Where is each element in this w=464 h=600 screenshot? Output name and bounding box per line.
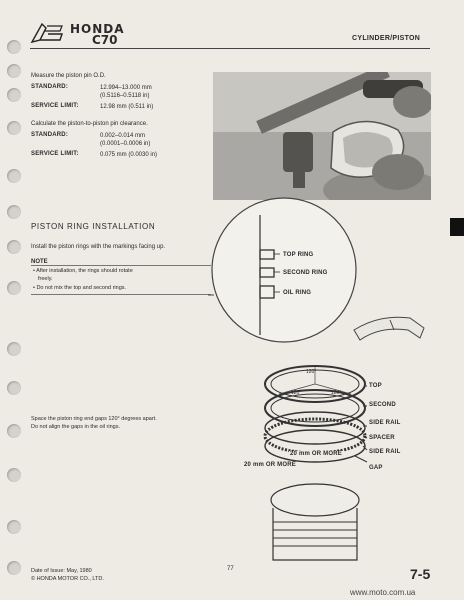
ring-label-side-rail: SIDE RAIL (369, 449, 401, 455)
note-rule (31, 265, 211, 266)
issue-date: Date of Issue: May, 1980 (31, 568, 92, 574)
binder-hole (7, 40, 21, 54)
ring-label-second: SECOND (369, 402, 396, 408)
binder-hole (7, 240, 21, 254)
note-rule (31, 294, 211, 295)
ring-label-side-rail: SIDE RAIL (369, 420, 401, 426)
model-name: C70 (92, 33, 118, 47)
inset-label-top-ring: TOP RING (283, 252, 314, 258)
micrometer-photo (213, 72, 431, 200)
ring-instruction: Install the piston rings with the markings facing up. (31, 244, 166, 250)
binder-hole (7, 88, 21, 102)
service-limit-label: SERVICE LIMIT: (31, 151, 79, 157)
angle-label: 120° (291, 390, 302, 396)
binder-hole (7, 121, 21, 135)
binder-hole (7, 169, 21, 183)
standard-label: STANDARD: (31, 84, 69, 90)
binder-hole (7, 281, 21, 295)
binder-hole (7, 561, 21, 575)
gap-instruction: Do not align the gaps in the oil rings. (31, 424, 120, 430)
clearance-intro: Calculate the piston-to-piston pin clearance. (31, 121, 148, 127)
ring-label-top: TOP (369, 383, 382, 389)
honda-wing-logo-icon (30, 20, 64, 46)
ring-label-gap: GAP (369, 465, 383, 471)
inset-label-second-ring: SECOND RING (283, 270, 328, 276)
standard-value-inch: (0.0001–0.0006 in) (100, 141, 151, 147)
page-number: 7-5 (410, 566, 431, 582)
binder-hole (7, 468, 21, 482)
binder-hole (7, 381, 21, 395)
standard-value: 0.002–0.014 mm (100, 133, 146, 139)
angle-label: 120° (306, 369, 317, 375)
note-line: • After installation, the rings should rotate (33, 268, 133, 274)
service-limit-value: 0.075 mm (0.0030 in) (100, 152, 158, 158)
standard-value-inch: (0.5116–0.5118 in) (100, 93, 150, 99)
standard-label: STANDARD: (31, 132, 69, 138)
ring-label-spacer: SPACER (369, 435, 395, 441)
section-title: CYLINDER/PISTON (352, 35, 421, 42)
distance-label: 20 mm OR MORE (290, 451, 342, 457)
binder-hole (7, 342, 21, 356)
binder-hole (7, 64, 21, 78)
service-limit-label: SERVICE LIMIT: (31, 103, 79, 109)
measure-intro: Measure the piston pin O.D. (31, 73, 106, 79)
exploded-rings-diagram (255, 350, 375, 590)
gap-instruction: Space the piston ring end gaps 120° degrees apart. (31, 416, 157, 422)
header-divider (30, 48, 430, 49)
binder-hole (7, 520, 21, 534)
note-label: NOTE (31, 259, 48, 265)
section-heading: PISTON RING INSTALLATION (31, 222, 156, 231)
angle-label: 120° (331, 390, 342, 396)
distance-label: 20 mm OR MORE (244, 462, 296, 468)
inset-label-oil-ring: OIL RING (283, 290, 312, 296)
note-line: • Do not mix the top and second rings. (33, 285, 127, 291)
service-limit-value: 12.98 mm (0.511 in) (100, 104, 154, 110)
ring-gap-sketch (350, 312, 430, 352)
standard-value: 12.994–13.000 mm (100, 85, 152, 91)
note-line: freely. (38, 276, 53, 282)
copyright: © HONDA MOTOR CO., LTD. (31, 576, 104, 582)
brand-name: HONDA (70, 22, 125, 36)
watermark: www.moto.com.ua (350, 588, 416, 597)
section-tab-marker (450, 218, 464, 236)
binder-hole (7, 424, 21, 438)
page-center-number: 77 (227, 566, 234, 572)
binder-hole (7, 205, 21, 219)
